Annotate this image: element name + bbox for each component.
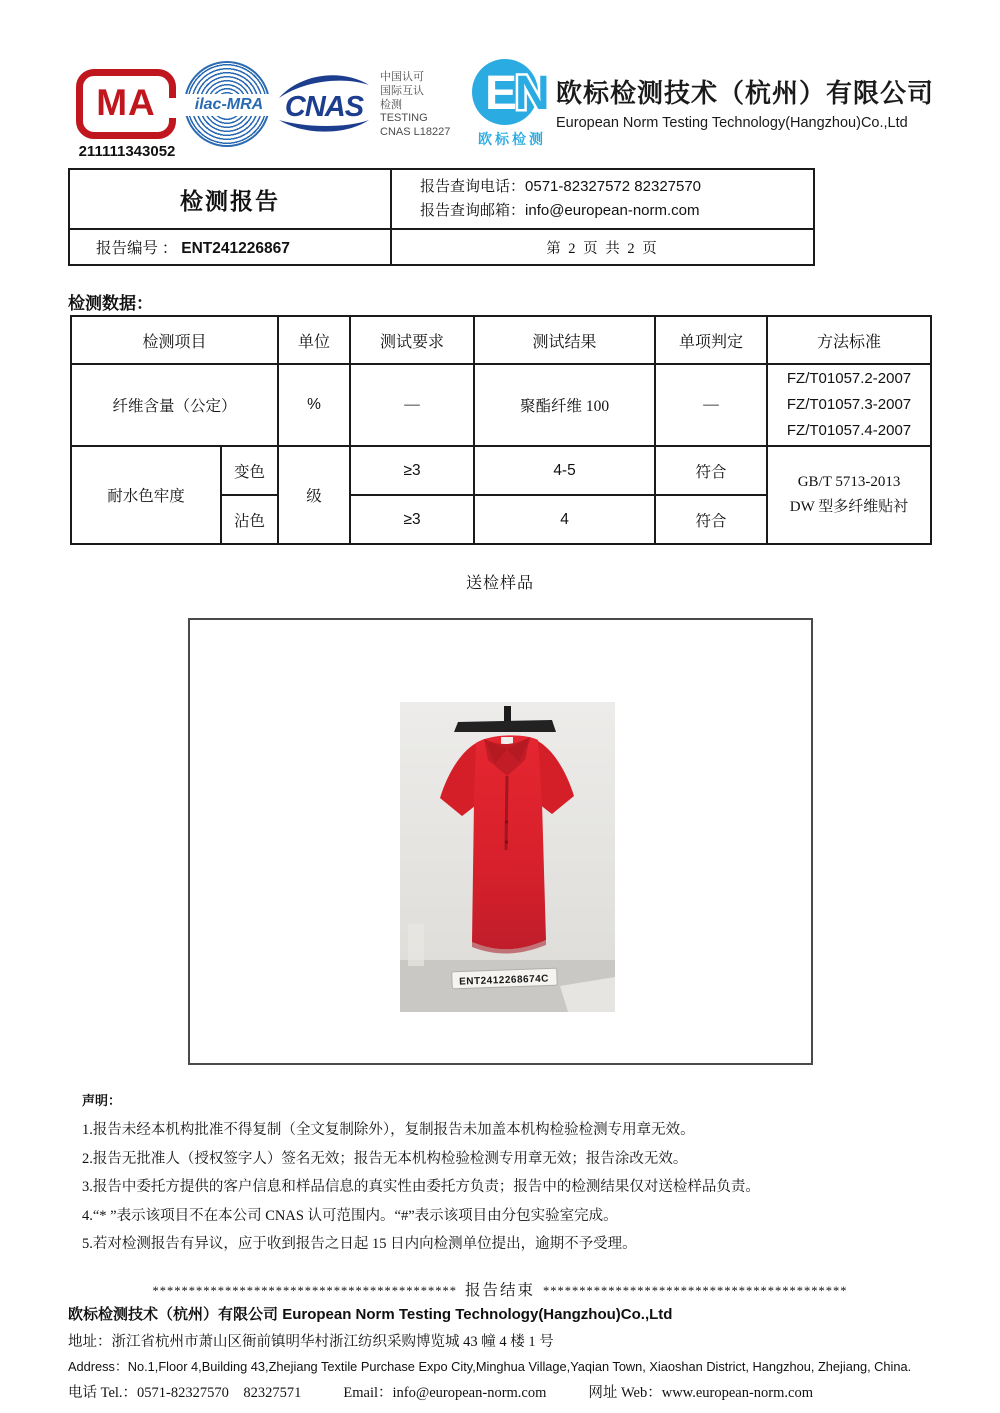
footer-contact-line: [68, 1381, 948, 1402]
cell-water-jud2: 符合: [655, 495, 767, 544]
cell-fiber-method: [767, 364, 931, 446]
method-line: FZ/T01057.2-2007: [786, 370, 912, 387]
method-line: GB/T 5713-2013: [797, 474, 901, 490]
ilac-mra-icon: [184, 61, 270, 147]
report-contact-cell: [391, 169, 814, 229]
en-logo-icon: [472, 59, 558, 125]
method-line: FZ/T01057.3-2007: [786, 396, 912, 413]
footer-address-en: Address：No.1,Floor 4,Building 43,Zhejiang Textile Purchase Expo City,Minghua Village,Yaqian Town, Xiaoshan District, Hangzhou, Zhejiang, China.: [68, 1359, 912, 1374]
footer-company-cn: 欧标检测技术（杭州）有限公司: [68, 1306, 279, 1323]
footer-company-line: [68, 1303, 948, 1324]
page-indicator: 第 2 页 共 2 页: [391, 229, 814, 265]
email-label: 报告查询邮箱：: [420, 203, 526, 219]
en-letter-n: N: [515, 67, 550, 120]
ilac-mra-label: ilac-MRA: [194, 96, 264, 113]
cma-number: 211111343052: [78, 143, 176, 160]
cnas-icon: [274, 71, 374, 135]
email-value: info@european-norm.com: [525, 202, 700, 219]
cnas-side-line: 检测: [380, 98, 402, 111]
test-data-table: [70, 315, 932, 545]
company-name-cn: 欧标检测技术（杭州）有限公司: [556, 78, 935, 108]
col-header-judgement: 单项判定: [655, 316, 767, 364]
sample-id-plate: [452, 968, 558, 989]
statement-item: 5.若对检测报告有异议，应于收到报告之日起 15 日内向检测单位提出，逾期不予受理。: [82, 1236, 637, 1253]
footer-web: 网址 Web：www.european-norm.com: [588, 1385, 813, 1401]
cma-certification-icon: [76, 69, 176, 139]
footer: [68, 1303, 948, 1402]
cnas-side-text: [380, 71, 450, 140]
statements-heading: 声明：: [82, 1093, 122, 1108]
statement-item: 2.报告无批准人（授权签字人）签名无效；报告无本机构检验检测专用章无效；报告涂改无效。: [82, 1150, 688, 1167]
statements-section: [82, 1090, 942, 1259]
col-header-method: 方法标准: [767, 316, 931, 364]
report-end-line: [0, 1278, 1000, 1300]
footer-address-cn: 地址：浙江省杭州市萧山区衙前镇明华村浙江纺织采购博览城 43 幢 4 楼 1 号: [68, 1334, 554, 1350]
sample-caption: 送检样品: [465, 575, 534, 592]
email-line: [420, 199, 813, 223]
cell-fiber-judgement: —: [655, 364, 767, 446]
cell-water-sub2: 沾色: [221, 495, 278, 544]
stars-left: ******************************************: [152, 1284, 457, 1298]
footer-tel: 电话 Tel.：0571-82327570 82327571: [68, 1385, 302, 1401]
col-header-result: 测试结果: [474, 316, 655, 364]
company-name-block: [556, 73, 938, 131]
sample-photo: [400, 702, 615, 1012]
cnas-side-line: 中国认可: [380, 71, 424, 83]
photo-wall-patch: [408, 924, 424, 966]
col-header-item: 检测项目: [71, 316, 278, 364]
en-logo-caption: 欧标检测: [478, 131, 546, 147]
hanger-bar: [454, 720, 556, 732]
report-number-label: 报告编号 ：: [96, 240, 178, 257]
cma-gap: [166, 98, 178, 118]
cell-fiber-result: 聚酯纤维 100: [474, 364, 655, 446]
en-letter-e: E: [485, 67, 518, 120]
sample-photo-frame: [188, 618, 813, 1065]
table-row-water-1: [71, 446, 931, 495]
statement-item: 1.报告未经本机构批准不得复制（全文复制除外），复制报告未加盖本机构检验检测专用章无效。: [82, 1122, 695, 1138]
stars-right: ******************************************: [543, 1284, 848, 1298]
cell-water-method: [767, 446, 931, 544]
statement-item: 3.报告中委托方提供的客户信息和样品信息的真实性由委托方负责；报告中的检测结果仅对送检样品负责。: [82, 1179, 760, 1196]
cell-water-sub1: 变色: [221, 446, 278, 495]
cell-fiber-item: 纤维含量（公定）: [71, 364, 278, 446]
table-row-fiber: [71, 364, 931, 446]
cnas-side-line: TESTING: [380, 112, 428, 125]
header-logos: [68, 55, 938, 167]
report-number-cell: [69, 229, 391, 265]
report-number: ENT241226867: [181, 240, 290, 257]
cnas-side-line: 国际互认: [380, 84, 424, 97]
company-name-en: European Norm Testing Technology(Hangzhou)Co.,Ltd: [556, 115, 908, 131]
phone-value: 0571-82327572 82327570: [525, 178, 702, 195]
footer-email: Email：info@european-norm.com: [343, 1385, 547, 1401]
cell-water-req1: ≥3: [350, 446, 474, 495]
statement-item: 4.“* ”表示该项目不在本公司 CNAS 认可范围内。“#”表示该项目由分包实验室完成。: [82, 1207, 618, 1224]
ilac-mra-band: [181, 94, 277, 116]
cell-water-item: 耐水色牢度: [71, 446, 221, 544]
cell-water-res2: 4: [474, 495, 655, 544]
cma-letters: MA: [96, 81, 156, 123]
sample-id-text: ENT2412268674C: [458, 973, 550, 988]
method-line: DW 型多纤维贴衬: [789, 499, 909, 515]
cell-water-jud1: 符合: [655, 446, 767, 495]
cell-fiber-unit: %: [278, 364, 350, 446]
report-end-label: 报告结束: [464, 1282, 535, 1299]
cell-fiber-requirement: —: [350, 364, 474, 446]
cnas-letters: CNAS: [284, 91, 364, 123]
cell-water-unit: 级: [278, 446, 350, 544]
report-title: 检测报告: [69, 169, 391, 229]
cnas-side-line: CNAS L18227: [380, 126, 451, 139]
phone-label: 报告查询电话：: [420, 179, 526, 195]
report-info-table: [68, 168, 815, 266]
method-line: FZ/T01057.4-2007: [786, 422, 912, 439]
cell-water-req2: ≥3: [350, 495, 474, 544]
col-header-requirement: 测试要求: [350, 316, 474, 364]
col-header-unit: 单位: [278, 316, 350, 364]
footer-company-en: European Norm Testing Technology(Hangzhou)Co.,Ltd: [282, 1306, 673, 1323]
table-header-row: [71, 316, 931, 364]
phone-line: [420, 175, 813, 199]
cell-water-res1: 4-5: [474, 446, 655, 495]
data-section-heading: 检测数据：: [68, 294, 153, 313]
